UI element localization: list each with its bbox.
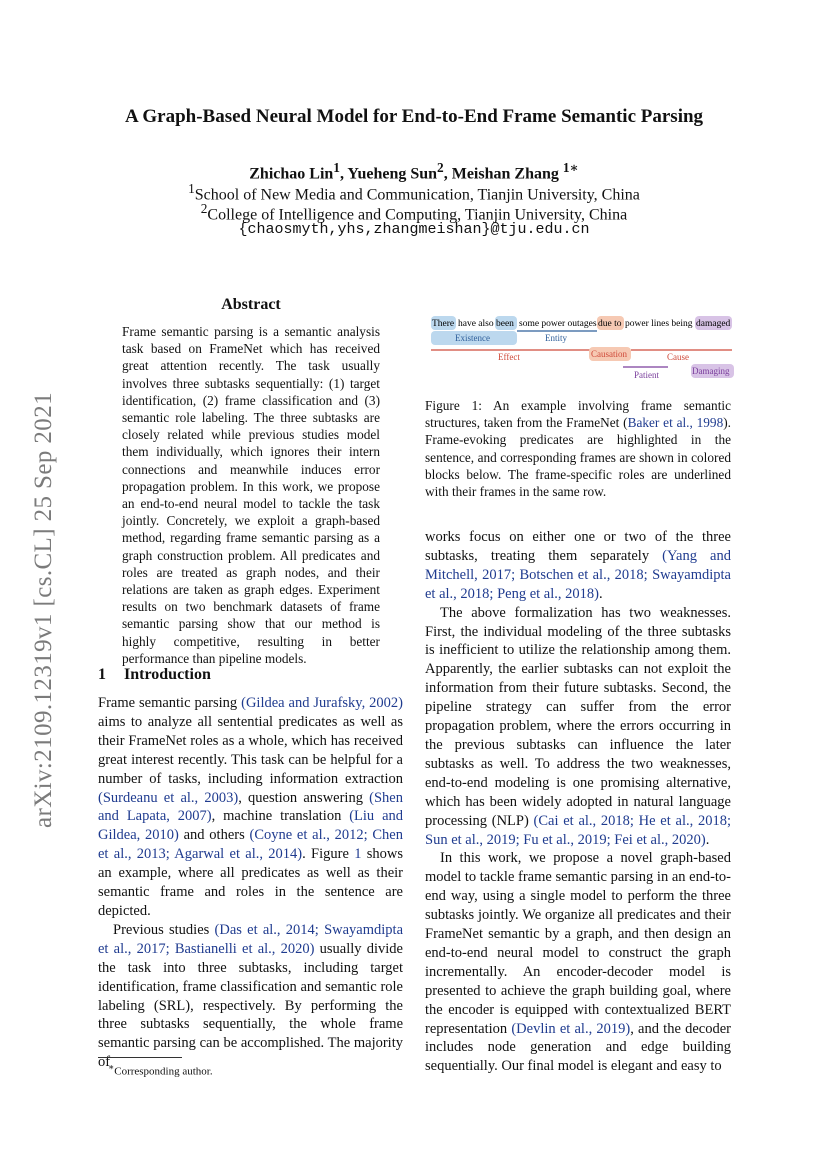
- author-name: Yueheng Sun: [347, 165, 438, 183]
- frame-label-existence: Existence: [455, 333, 490, 343]
- citation-link[interactable]: (Shen and Lapata, 2007): [98, 789, 403, 825]
- affil-mark: 1: [188, 181, 195, 196]
- citation-link[interactable]: (Gildea and Jurafsky, 2002): [241, 695, 404, 711]
- body-text: , machine translation: [211, 808, 350, 825]
- frame-label-damaging: Damaging: [692, 366, 730, 376]
- body-text: In this work, we propose a novel graph-based model to tackle frame semantic parsing in an end-to-end way, using a single model to perform the three subtasks jointly. We organize all predicates and their FrameNet semantic by a graph, and then design an end-to-end neural model to construct the graph incrementally. An encoder-decoder model is presented to achieve the graph building goal, where the encoder is equipped with contextualized BERT representation: [425, 850, 732, 1037]
- role-label-patient: Patient: [634, 370, 659, 380]
- sentence-word: damaged: [696, 319, 731, 329]
- citation-link[interactable]: 1: [354, 846, 362, 863]
- abstract-heading: Abstract: [221, 296, 281, 313]
- section-heading-introduction: [98, 666, 211, 684]
- frame-label-causation: Causation: [591, 349, 627, 359]
- citation-link[interactable]: (Devlin et al., 2019): [511, 1020, 631, 1037]
- body-column-right: [425, 528, 731, 1076]
- sentence-word: some power outages: [519, 319, 597, 329]
- body-text: The above formalization has two weaknesses. First, the individual modeling of the three subtasks is inefficient to utilize the relationship among them. Apparently, the earlier subtasks can not exploit the information from their future subtasks. Second, the pipeline strategy can suffer from the error propagation problem, where the errors occurring in the previous subtasks can influence the later subtasks as well. To address the two weaknesses, end-to-end modeling is one promising alternative, which has been widely adopted in natural language processing (NLP): [425, 604, 731, 829]
- author-list: Zhichao Lin$^1$, Yueheng Sun$^2$, Meishan Zhang $^{1∗}$: [249, 160, 579, 183]
- body-text: works focus on either one or two of the three subtasks, treating them separately: [425, 529, 731, 564]
- section-number: 1: [98, 666, 106, 683]
- role-label-cause: Cause: [667, 352, 689, 362]
- affil-text: School of New Media and Communication, Tianjin University, China: [194, 186, 640, 204]
- sentence-word: have also: [458, 319, 494, 329]
- role-label-effect: Effect: [498, 352, 520, 362]
- body-text: . Figure: [302, 846, 355, 863]
- body-text: .: [705, 831, 710, 848]
- body-text: shows an example, where all predicates as well as their semantic frame and roles in the sentence are depicted.: [98, 846, 403, 919]
- arxiv-id-label: arXiv:2109.12319v1 [cs.CL] 25 Sep 2021: [30, 392, 57, 828]
- figure-citation-link[interactable]: Baker et al., 1998: [627, 415, 724, 431]
- footnote-mark: ∗: [108, 1062, 115, 1072]
- author-name: Meishan Zhang: [451, 165, 559, 183]
- svg-text:There have also been: [432, 319, 731, 329]
- citation-link[interactable]: (Liu and Gildea, 2010): [98, 808, 404, 844]
- citation-link[interactable]: (Yang and Mitchell, 2017; Botschen et al., 2018; Swayamdipta et al., 2018; Peng et al., 2018): [425, 547, 731, 602]
- body-column-left: [98, 694, 403, 1072]
- body-text: and others: [178, 827, 250, 844]
- intro-paragraph: [425, 849, 731, 1076]
- sentence-word: power lines being: [625, 319, 693, 329]
- author-affil-mark: 1∗: [562, 160, 579, 175]
- body-text: Previous studies: [113, 921, 215, 938]
- arxiv-side-stamp: [14, 370, 74, 850]
- citation-link[interactable]: (Cai et al., 2018; He et al., 2018; Sun et al., 2019; Fu et al., 2019; Fei et al., 2020): [425, 812, 731, 848]
- footnote-text: Corresponding author.: [114, 1065, 213, 1078]
- intro-paragraph: [98, 921, 403, 1072]
- affil-mark: 2: [200, 201, 208, 216]
- paper-title: A Graph-Based Neural Model for End-to-End Frame Semantic Parsing: [124, 106, 704, 127]
- intro-paragraph-continued: [425, 528, 731, 604]
- body-text: , and the decoder includes node generation and edge building sequentially. Our final model is elegant and easy to: [425, 1020, 731, 1075]
- citation-link[interactable]: (Surdeanu et al., 2003): [98, 789, 239, 806]
- section-title: Introduction: [124, 666, 211, 683]
- figure-1-caption: Figure 1: An example involving frame semantic structures, taken from the FrameNet (Baker et al., 1998). Frame-evoking predicates are highlighted in the sentence, and corresponding frames are shown in colored blocks below. The frame-specific roles are underlined with their frames in the same row.: [425, 398, 731, 500]
- citation-link[interactable]: (Das et al., 2014; Swayamdipta et al., 2017; Bastianelli et al., 2020): [98, 921, 403, 957]
- intro-paragraph: [98, 694, 403, 921]
- sentence-word: There: [432, 319, 455, 329]
- citation-link[interactable]: (Coyne et al., 2012; Chen et al., 2013; Agarwal et al., 2014): [98, 827, 403, 863]
- body-text: usually divide the task into three subtasks, including target identification, frame classification and semantic role labeling (SRL), respectively. By performing the three subtasks sequentially, the whole frame semantic parsing can be accomplished. The majority of: [98, 940, 403, 1071]
- affil-text: College of Intelligence and Computing, Tianjin University, China: [207, 206, 628, 224]
- body-text: .: [598, 585, 603, 602]
- intro-paragraph: [425, 604, 731, 850]
- author-affil-mark: 1: [333, 160, 340, 175]
- body-text: , question answering: [238, 789, 370, 806]
- author-name: Zhichao Lin: [249, 165, 334, 183]
- body-text: aims to analyze all sentential predicates as well as their FrameNet roles as a whole, which has received great interest recently. This task can be helpful for a number of tasks, including information extraction: [98, 713, 403, 787]
- body-text: Frame semantic parsing: [98, 695, 242, 711]
- author-emails: {chaosmyth,yhs,zhangmeishan}@tju.edu.cn: [238, 221, 590, 238]
- sentence-word: due to: [598, 319, 622, 329]
- abstract-text: Frame semantic parsing is a semantic analysis task based on FrameNet which has received great attention recently. The task usually involves three subtasks sequentially: (1) target identification, (2) frame classification and (3) semantic role labeling. The three subtasks are closely related while previous studies model them individually, which ignores their intern connections and meanwhile induces error propagation problem. In this work, we propose an end-to-end neural model to tackle the task jointly. Concretely, we exploit a graph-based method, regarding frame semantic parsing as a graph construction problem. All predicates and roles are treated as graph nodes, and their relations are taken as graph edges. Experiment results on two benchmark datasets of frame semantic parsing show that our method is highly competitive, resulting in better performance than pipeline models.: [122, 324, 380, 666]
- author-affil-mark: 2: [437, 160, 444, 175]
- footnote-rule: [98, 1057, 182, 1058]
- footnote: [108, 1062, 213, 1078]
- sentence-word: been: [496, 319, 514, 329]
- role-label-entity: Entity: [545, 333, 567, 343]
- figure-1-diagram: [425, 310, 735, 385]
